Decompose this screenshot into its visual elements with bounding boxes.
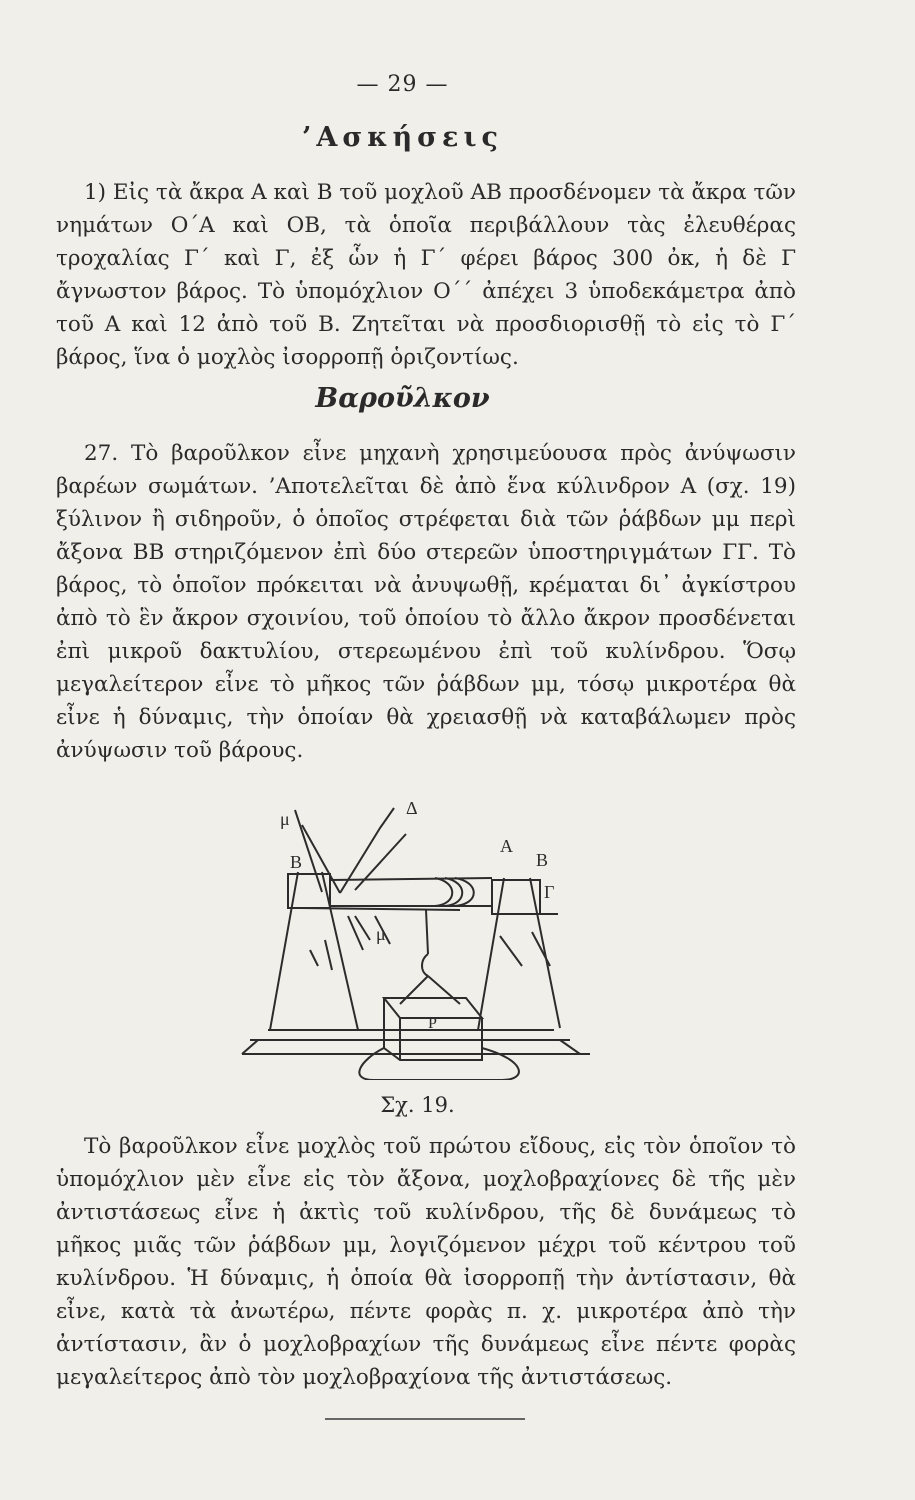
figure-label-a: Α [500, 836, 513, 856]
closing-paragraph: Τὸ βαροῦλκον εἶνε μοχλὸς τοῦ πρώτου εἴδους, εἰς τὸν ὁποῖον τὸ ὑπομόχλιον μὲν εἶνε εἰς τὸν ἄξονα, μοχλοβραχίονες δὲ τῆς μὲν ἀντιστάσεως εἶνε ἡ ἀκτὶς τοῦ κυλίνδρου, τῆς δὲ δυνάμεως τὸ μῆκος μιᾶς τῶν ῥάβδων μμ, λογιζόμενον μέχρι τοῦ κέντρου τοῦ κυλίνδρου. Ἡ δύναμις, ἡ ὁποία θὰ ἰσορροπῇ τὴν ἀντίστασιν, θὰ εἶνε, κατὰ τὰ ἀνωτέρω, πέντε φορὰς π. χ. μικροτέρα ἀπὸ τὴν ἀντίστασιν, ἂν ὁ μοχλοβραχίων τῆς δυνάμεως εἶνε πέντε φορὰς μεγαλείτερος ἀπὸ τὸν μοχλοβραχίονα τῆς ἀντιστάσεως. [56, 1134, 796, 1390]
figure-label-b-right: Β [536, 850, 549, 870]
figure-caption: Σχ. 19. [380, 1093, 455, 1117]
windlass-figure [230, 790, 590, 1080]
exercises-heading: ’Ασκήσεις [302, 122, 503, 153]
figure-label-b-left: Β [290, 852, 303, 872]
section-divider [325, 1418, 525, 1420]
section-title: Βαροῦλκον [315, 383, 490, 414]
figure-label-p: P [428, 1015, 437, 1032]
figure-label-mu-2: μ [376, 924, 386, 944]
figure-label-mu-1: μ [280, 809, 290, 829]
figure-label-delta: Δ [406, 798, 418, 818]
exercise-1-text: 1) Εἰς τὰ ἄκρα Α καὶ Β τοῦ μοχλοῦ ΑΒ προσδένομεν τὰ ἄκρα τῶν νημάτων Ο΄Α καὶ ΟΒ, τὰ ὁποῖα περιβάλλουν τὰς ἐλευθέρας τροχαλίας Γ΄ καὶ Γ, ἐξ ὧν ἡ Γ΄ φέρει βάρος 300 ὀκ, ἡ δὲ Γ ἄγνωστον βάρος. Τὸ ὑπομόχλιον Ο΄΄ ἀπέχει 3 ὑποδεκάμετρα ἀπὸ τοῦ Α καὶ 12 ἀπὸ τοῦ Β. Ζητεῖται νὰ προσδιορισθῇ τὸ εἰς τὸ Γ΄ βάρος, ἵνα ὁ μοχλὸς ἰσορροπῇ ὁριζοντίως. [56, 180, 796, 370]
paragraph-27: 27. Τὸ βαροῦλκον εἶνε μηχανὴ χρησιμεύουσα πρὸς ἀνύψωσιν βαρέων σωμάτων. ’Αποτελεῖται δὲ ἀπὸ ἕνα κύλινδρον Α (σχ. 19) ξύλινον ἢ σιδηροῦν, ὁ ὁποῖος στρέφεται διὰ τῶν ῥάβδων μμ περὶ ἄξονα ΒΒ στηριζόμενον ἐπὶ δύο στερεῶν ὑποστηριγμάτων ΓΓ. Τὸ βάρος, τὸ ὁποῖον πρόκειται νὰ ἀνυψωθῇ, κρέμαται δι᾽ ἀγκίστρου ἀπὸ τὸ ἓν ἄκρον σχοινίου, τοῦ ὁποίου τὸ ἄλλο ἄκρον προσδένεται ἐπὶ μικροῦ δακτυλίου, στερεωμένου ἐπὶ τοῦ κυλίνδρου. Ὅσῳ μεγαλείτερον εἶνε τὸ μῆκος τῶν ῥάβδων μμ, τόσῳ μικροτέρα θὰ εἶνε ἡ δύναμις, τὴν ὁποίαν θὰ χρειασθῇ νὰ καταβάλωμεν πρὸς ἀνύψωσιν τοῦ βάρους. [56, 441, 796, 763]
figure-label-gamma: Γ [544, 882, 555, 902]
page-number: — 29 — [356, 72, 449, 97]
